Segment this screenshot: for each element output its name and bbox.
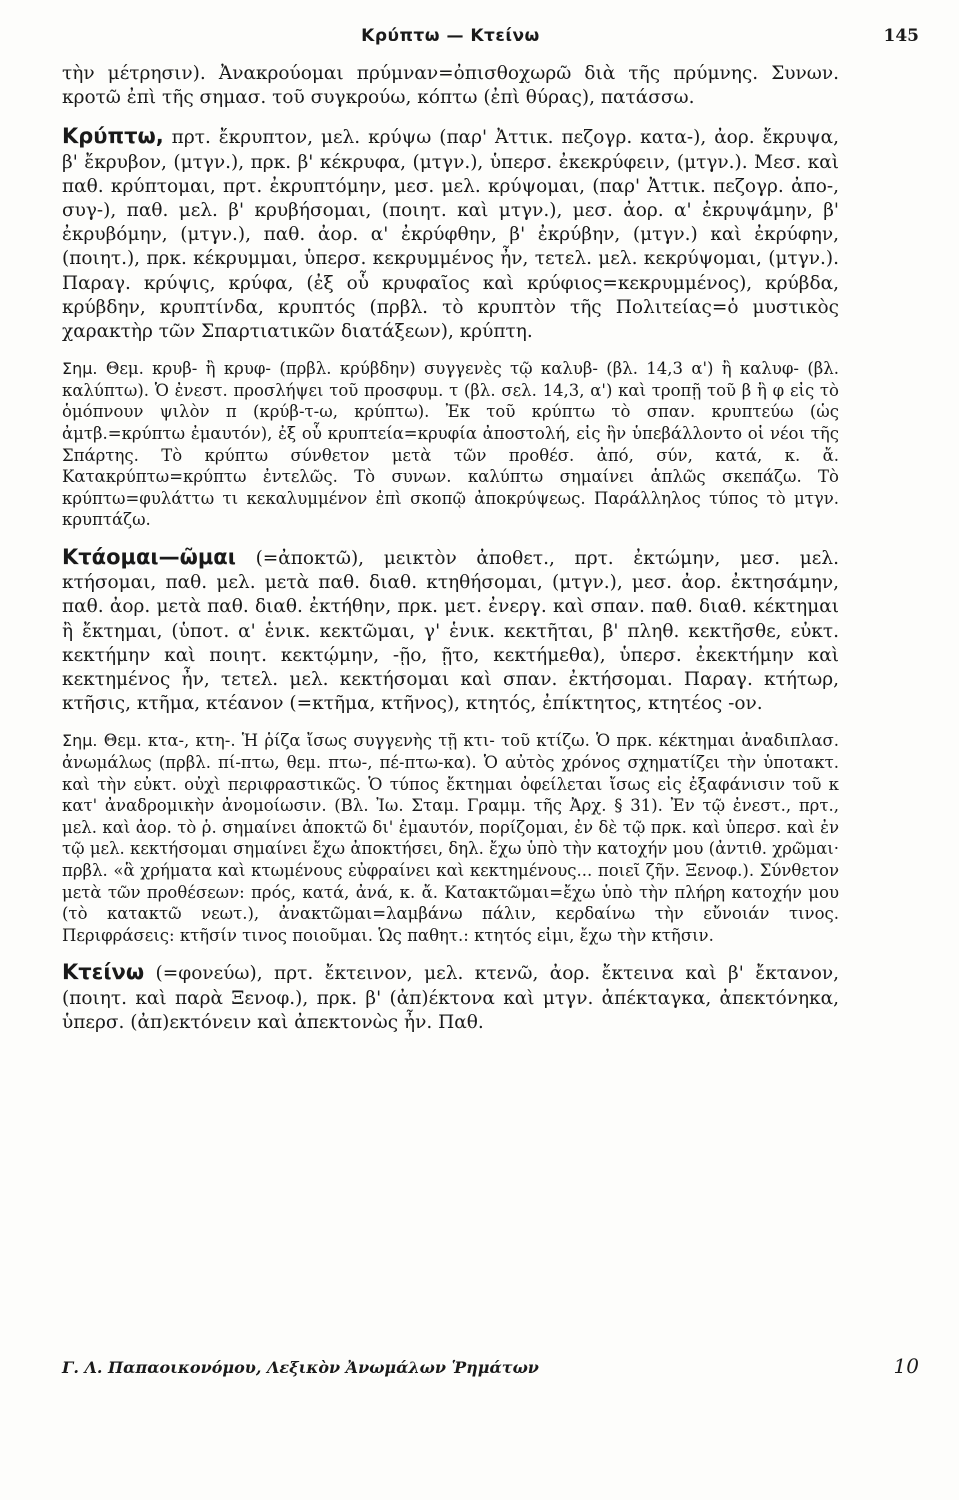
note-ktaomai-label: Σημ.	[62, 731, 98, 751]
note-krypto	[62, 358, 839, 531]
headword-ktaomai: Κτάομαι—ῶμαι	[62, 544, 236, 569]
entry-ktaomai-text: (=ἀποκτῶ), μεικτὸν ἀποθετ., πρτ. ἐκτώμην, μεσ. μελ. κτήσομαι, παθ. μελ. μετὰ παθ. διαθ. κτηθήσομαι, (μτγν.), μεσ. ἀορ. ἐκτησάμην, παθ. ἀορ. μετὰ παθ. διαθ. ἐκτήθην, πρκ. μετ. ἐνεργ. καὶ σπαν. παθ. διαθ. κέκτημαι ἢ ἔκτημαι, (ὑποτ. α' ἑνικ. κεκτῶμαι, γ' ἑνικ. κεκτῆται, β' πληθ. κεκτῆσθε, εὐκτ. κεκτήμην καὶ ποιητ. κεκτῴμην, -ῇο, ῇτο, κεκτήμεθα), ὑπερσ. ἐκεκτήμην καὶ κεκτημένος ἦν, τετελ. μελ. κεκτήσομαι καὶ σπαν. ἐκτήσομαι. Παραγ. κτήτωρ, κτῆσις, κτῆμα, κτέανον (=κτῆμα, κτῆνος), κτητός, ἐπίκτητος, κτητέος -ον.	[62, 547, 839, 715]
page-header	[62, 18, 919, 58]
entry-krypto-text: πρτ. ἔκρυπτον, μελ. κρύψω (παρ' Ἀττικ. πεζογρ. κατα-), ἀορ. ἔκρυψα, β' ἔκρυβον, (μτγν.), πρκ. β' κέκρυφα, (μτγν.), ὑπερσ. ἐκεκρύφειν, (μτγν.). Μεσ. καὶ παθ. κρύπτομαι, πρτ. ἐκρυπτόμην, μεσ. μελ. κρύψομαι, (παρ' Ἀττικ. πεζογρ. ἀπο-, συγ-), παθ. μελ. β' κρυβήσομαι, (ποιητ. καὶ μτγν.), μεσ. ἀορ. α' ἐκρυψάμην, β' ἐκρυβόμην, (μτγν.), παθ. ἀορ. α' ἐκρύφθην, β' ἐκρύβην, (μτγν.) καὶ ἐκρύφην, (ποιητ.), πρκ. κέκρυμμαι, ὑπερσ. κεκρυμμένος ἦν, τετελ. μελ. κεκρύψομαι, (μτγν.). Παραγ. κρύψις, κρύφα, (ἐξ οὗ κρυφαῖος καὶ κρύφιος=κεκρυμμένος), κρύβδα, κρύβδην, κρυπτίνδα, κρυπτός (πρβλ. τὸ κρυπτὸν τῆς Πολιτείας=ὁ μυστικὸς χαρακτὴρ τῶν Σπαρτιατικῶν διατάξεων), κρύπτη.	[62, 127, 839, 343]
entry-ktaomai	[62, 545, 839, 716]
entry-continuation: τὴν μέτρησιν). Ἀνακρούομαι πρύμναν=ὀπισθοχωρῶ διὰ τῆς πρύμνης. Συνων. κροτῶ ἐπὶ τῆς σημασ. τοῦ συγκρούω, κόπτω (ἐπὶ θύρας), πατάσσω.	[62, 63, 839, 109]
note-ktaomai-text: Θεμ. κτα-, κτη-. Ἡ ῥίζα ἴσως συγγενὴς τῇ κτι- τοῦ κτίζω. Ὁ πρκ. κέκτημαι ἀναδιπλασ. ἀνωμάλως (πρβλ. πί-πτω, θεμ. πτω-, πέ-πτω-κα). Ὁ αὐτὸς χρόνος σχηματίζει τὴν ὑποτακτ. καὶ τὴν εὐκτ. οὐχὶ περιφραστικῶς. Ὁ τύπος ἔκτημαι ὀφείλεται ἴσως εἰς ἐξαφάνισιν τοῦ κ κατ' ἀναδρομικὴν ἀνομοίωσιν. (Βλ. Ἰω. Σταμ. Γραμμ. τῆς Ἀρχ. § 31). Ἐν τῷ ἐνεστ., πρτ., μελ. καὶ ἀορ. τὸ ῥ. σημαίνει ἀποκτῶ δι' ἐμαυτόν, πορίζομαι, ἐν δὲ τῷ πρκ. καὶ ὑπερσ. καὶ ἐν τῷ μελ. κεκτήσομαι σημαίνει ἔχω ἀποκτήσει, δηλ. ἔχω ὑπὸ τὴν κατοχήν μου (ἀντιθ. χρῶμαι· πρβλ. «ἃ χρήματα καὶ κτωμένους εὐφραίνει καὶ κεκτημένους... ποιεῖ ζῆν. Ξενοφ.). Σύνθετον μετὰ τῶν προθέσεων: πρός, κατά, ἀνά, κ. ἄ. Κατακτῶμαι=ἔχω ὑπὸ τὴν πλήρη κατοχήν μου (τὸ κατακτῶ νεωτ.), ἀνακτῶμαι=λαμβάνω πάλιν, κερδαίνω τὴν εὔνοιάν τινος. Περιφράσεις: κτῆσίν τινος ποιοῦμαι. Ὡς παθητ.: κτητός εἰμι, ἔχω τὴν κτῆσιν.	[62, 731, 839, 945]
note-krypto-label: Σημ.	[62, 359, 98, 379]
headword-krypto: Κρύπτω,	[62, 124, 164, 149]
entry-krypto	[62, 124, 839, 344]
entry-kteino	[62, 960, 839, 1035]
page-number: 145	[883, 26, 919, 46]
note-ktaomai	[62, 730, 839, 946]
entry-kteino-text: (=φονεύω), πρτ. ἔκτεινον, μελ. κτενῶ, ἀορ. ἔκτεινα καὶ β' ἔκτανον, (ποιητ. καὶ παρὰ Ξενοφ.), πρκ. β' (ἀπ)έκτονα καὶ μτγν. ἀπέκταγκα, ἀπεκτόνηκα, ὑπερσ. (ἀπ)εκτόνειν καὶ ἀπεκτονὼς ἦν. Παθ.	[62, 963, 839, 1033]
signature-number: 10	[893, 1354, 919, 1378]
signature-text: Γ. Λ. Παπαοικονόμου, Λεξικὸν Ἀνωμάλων Ῥημάτων	[62, 1358, 539, 1377]
page-footer	[62, 1354, 919, 1378]
headword-kteino: Κτείνω	[62, 960, 145, 985]
note-krypto-text: Θεμ. κρυβ- ἢ κρυφ- (πρβλ. κρύβδην) συγγενὲς τῷ καλυβ- (βλ. 14,3 α') ἢ καλυφ- (βλ. καλύπτω). Ὁ ἐνεστ. προσλήψει τοῦ προσφυμ. τ (βλ. σελ. 14,3, α') καὶ τροπῇ τοῦ β ἢ φ εἰς τὸ ὁμόπνουν ψιλὸν π (κρύβ-τ-ω, κρύπτω). Ἐκ τοῦ κρύπτω τὸ σπαν. κρυπτεύω (ὡς ἀμτβ.=κρύπτω ἐμαυτόν), ἐξ οὗ κρυπτεία=κρυφία ἀποστολή, εἰς ἣν ὑπεβάλλοντο οἱ νέοι τῆς Σπάρτης. Τὸ κρύπτω σύνθετον μετὰ τῶν προθέσ. ἀπό, σύν, κατά, κ. ἄ. Κατακρύπτω=κρύπτω ἐντελῶς. Τὸ συνων. καλύπτω σημαίνει ἁπλῶς σκεπάζω. Τὸ κρύπτω=φυλάττω τι κεκαλυμμένον ἐπὶ σκοπῷ ἀποκρύψεως. Παράλληλος τύπος τὸ μτγν. κρυπτάζω.	[62, 359, 839, 530]
running-head: Κρύπτω — Κτείνω	[361, 26, 540, 46]
